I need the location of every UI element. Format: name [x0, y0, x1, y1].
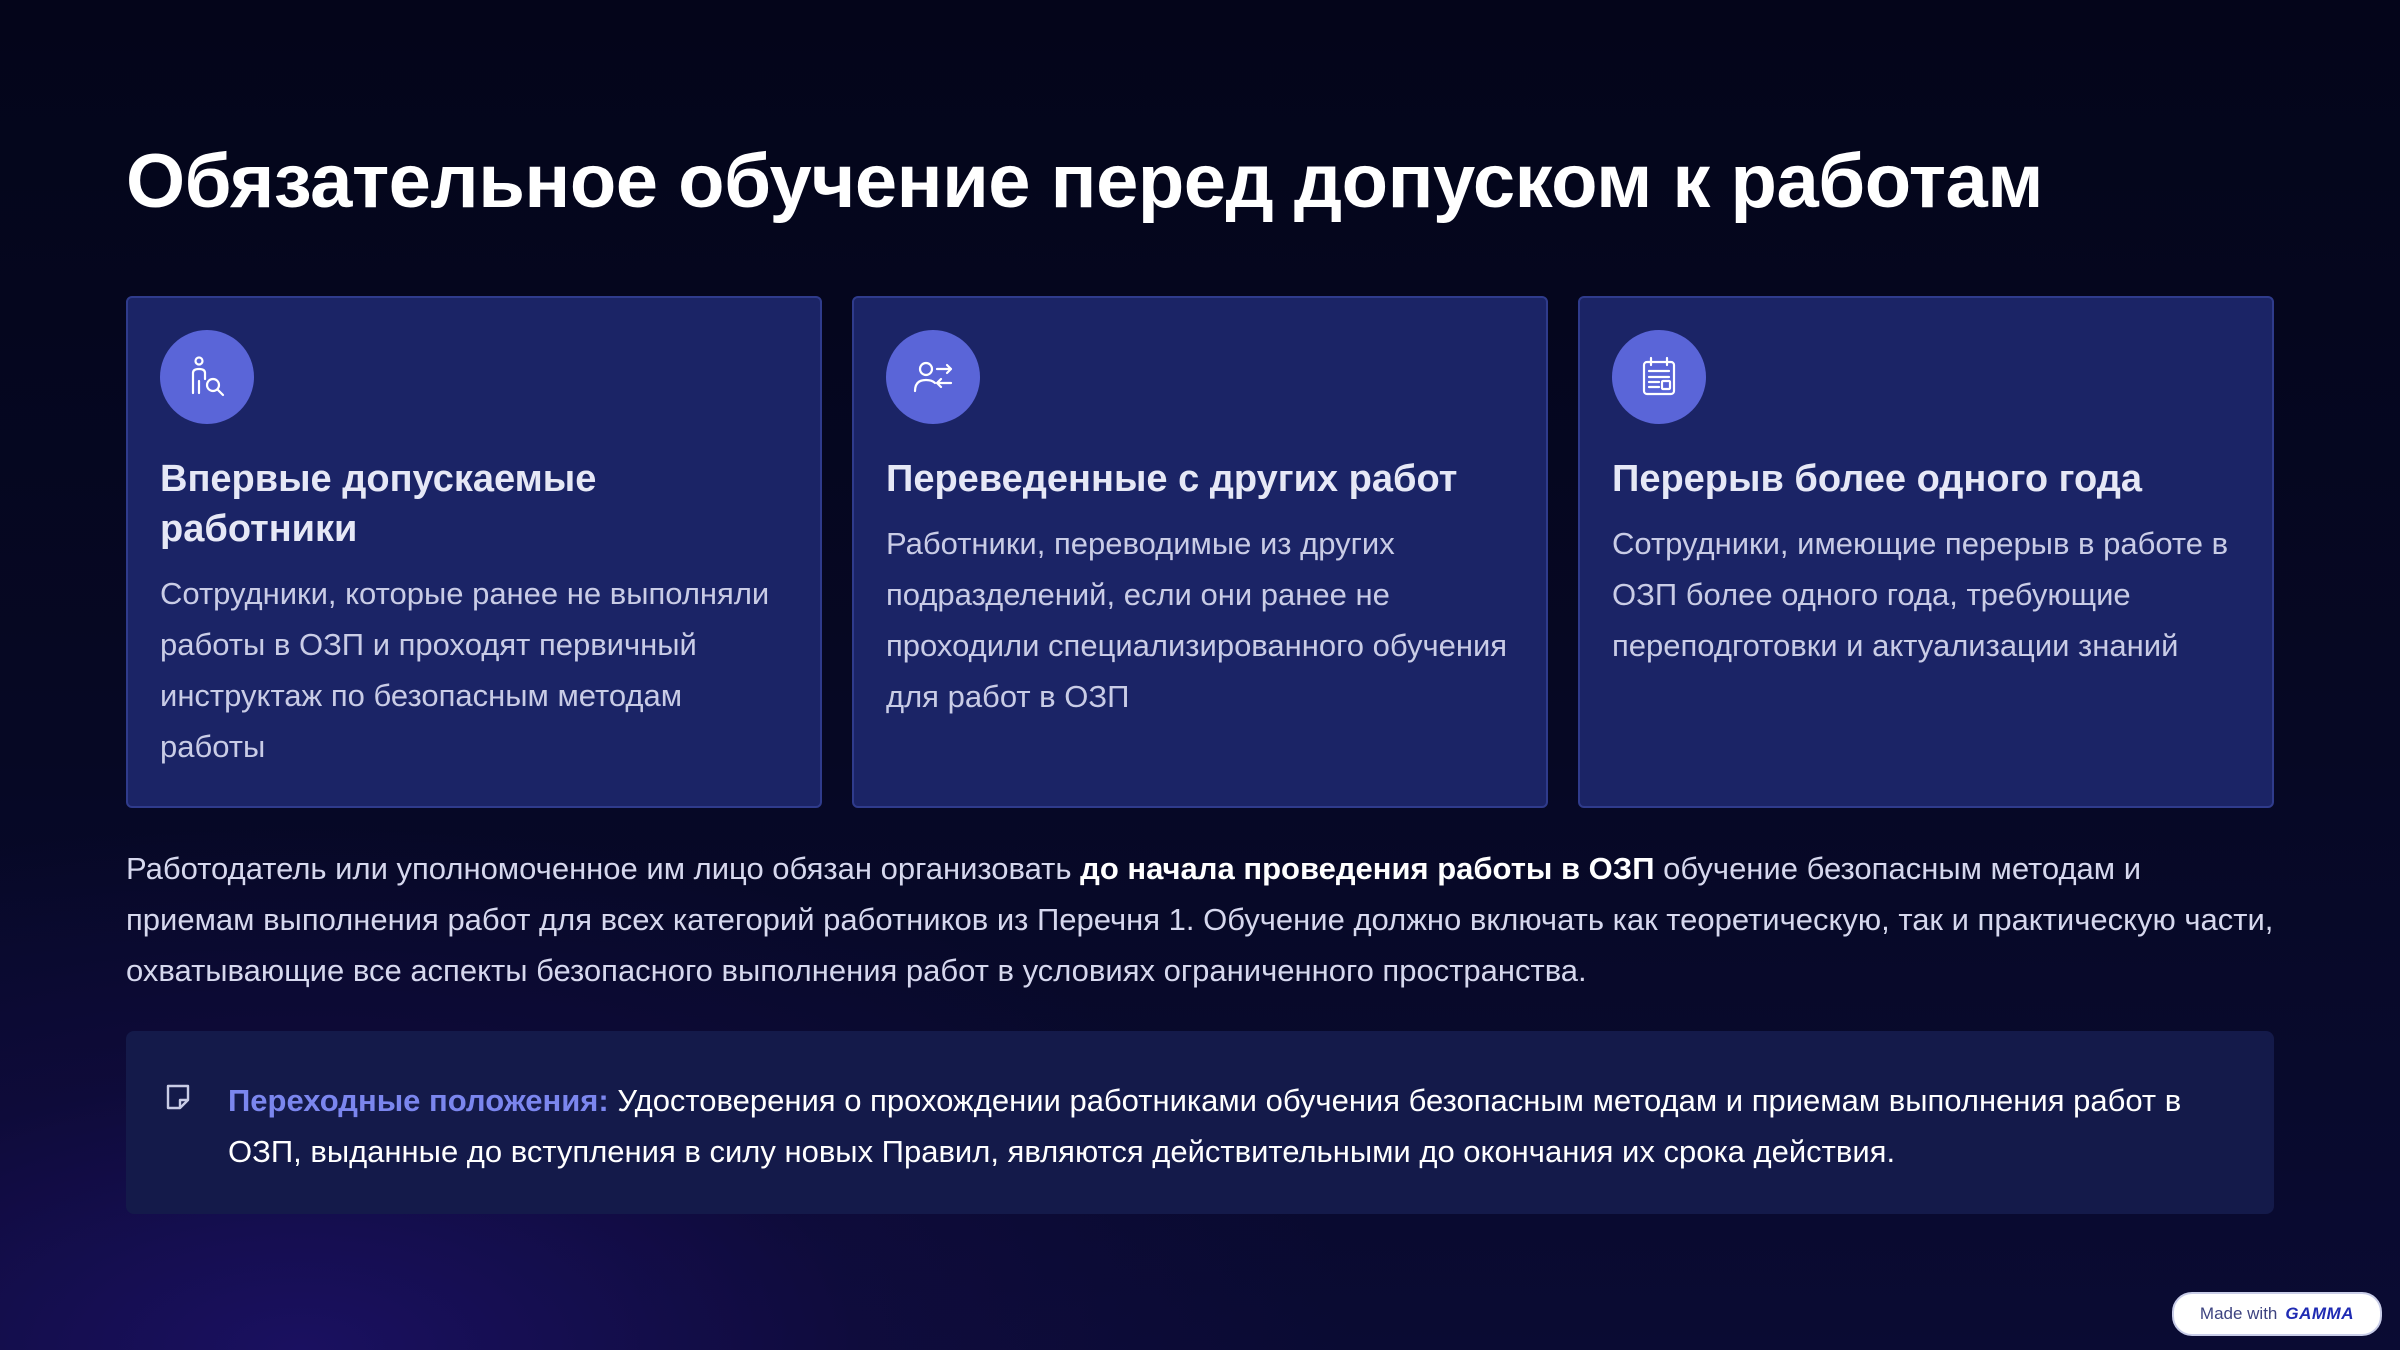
card-transferred-workers — [852, 296, 1548, 808]
user-transfer-icon — [909, 353, 957, 401]
paragraph-text-start: Работодатель или уполномоченное им лицо обязан организовать — [126, 851, 1081, 886]
transitional-note — [126, 1031, 2274, 1214]
paragraph-emphasis: до начала проведения работы в ОЗП — [1080, 851, 1655, 886]
card-text: Сотрудники, имеющие перерыв в работе в ОЗП более одного года, требующие переподготовки и актуализации знаний — [1612, 526, 2229, 663]
cards-row — [126, 296, 2274, 808]
card-text: Работники, переводимые из других подразделений, если они ранее не проходили специализированного обучения для работ в ОЗП — [886, 526, 1508, 714]
note-label: Переходные положения: — [228, 1083, 609, 1118]
badge-prefix: Made with — [2199, 1304, 2278, 1323]
gamma-logo: GAMMA — [2285, 1304, 2354, 1323]
card-icon-badge — [886, 330, 980, 424]
person-search-icon — [183, 353, 231, 401]
body-paragraph — [126, 843, 2274, 996]
card-title: Впервые допускаемые работники — [160, 458, 597, 550]
card-text: Сотрудники, которые ранее не выполняли работы в ОЗП и проходят первичный инструктаж по безопасным методам работы — [160, 576, 770, 764]
card-title: Перерыв более одного года — [1612, 458, 2142, 500]
note-body: Удостоверения о прохождении работниками обучения безопасным методам и приемам выполнения работ в ОЗП, выданные до вступления в силу новых Правил, являются действительными до окончания их срока действия. — [228, 1083, 2182, 1169]
card-icon-badge — [160, 330, 254, 424]
card-first-time-workers — [126, 296, 822, 808]
made-with-gamma-badge[interactable] — [2172, 1292, 2382, 1336]
card-icon-badge — [1612, 330, 1706, 424]
slide — [126, 0, 2274, 1350]
note-text — [228, 1075, 2234, 1177]
calendar-icon — [1635, 353, 1683, 401]
slide-title: Обязательное обучение перед допуском к работам — [126, 139, 2043, 224]
card-title: Переведенные с других работ — [886, 458, 1458, 500]
paragraph-text-end: обучение безопасным методам и приемам выполнения работ для всех категорий работников из Перечня 1. Обучение должно включать как теоретическую, так и практическую части, охватывающие все аспекты безопасного выполнения работ в условиях ограниченного пространства. — [126, 851, 2274, 988]
card-break-over-year — [1578, 296, 2274, 808]
note-icon — [162, 1081, 194, 1113]
